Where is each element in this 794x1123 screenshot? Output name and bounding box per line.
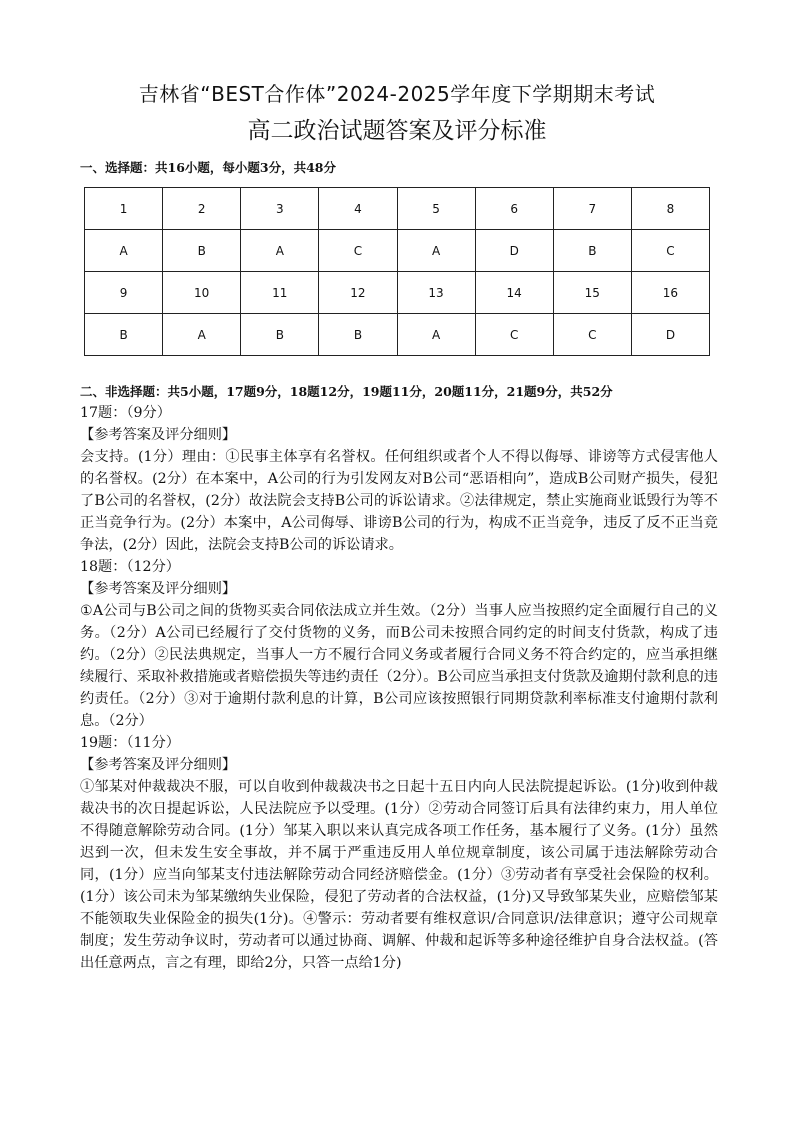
section1-heading: 一、选择题：共16小题，每小题3分，共48分 [80, 160, 336, 175]
answer-cell: A [163, 314, 241, 356]
q18-label: 【参考答案及评分细则】 [80, 581, 237, 597]
question-number-cell: 1 [85, 188, 163, 230]
q18-answer: ①A公司与B公司之间的货物买卖合同依法成立并生效。（2分）当事人应当按照约定全面履行自己的义务。（2分）A公司已经履行了交付货物的义务，而B公司未按照合同约定的时间支付货款，构成了违约。（2分）②民法典规定，当事人一方不履行合同义务或者履行合同义务不符合约定的，应当承担继续履行、采取补救措施或者赔偿损失等违约责任（2分）。B公司应当承担支付货款及逾期付款利息的违约责任。（2分）③对于逾期付款利息的计算，B公司应该按照银行同期贷款利率标准支付逾期付款利息。（2分） [80, 603, 718, 729]
question-number-cell: 5 [397, 188, 475, 230]
answer-cell: A [397, 230, 475, 272]
q18-title: 18题：（12分） [80, 559, 180, 575]
question-number-cell: 3 [241, 188, 319, 230]
table-row [85, 188, 710, 230]
answer-cell: B [85, 314, 163, 356]
question-number-cell: 11 [241, 272, 319, 314]
page-subtitle: 高二政治试题答案及评分标准 [247, 118, 547, 144]
answer-cell: A [397, 314, 475, 356]
answer-cell: C [475, 314, 553, 356]
question-number-cell: 15 [553, 272, 631, 314]
table-row [85, 272, 710, 314]
q17-answer: 会支持。(1分）理由：①民事主体享有名誉权。任何组织或者个人不得以侮辱、诽谤等方式侵害他人的名誉权。(2分）在本案中，A公司的行为引发网友对B公司“恶语相向”，造成B公司财产损失，侵犯了B公司的名誉权，(2分）故法院会支持B公司的诉讼请求。②法律规定，禁止实施商业诋毁行为等不正当竞争行为。(2分）本案中，A公司侮辱、诽谤B公司的行为，构成不正当竞争，违反了反不正当竞争法，(2分）因此，法院会支持B公司的诉讼请求。 [80, 449, 718, 553]
question-number-cell: 8 [631, 188, 709, 230]
question-number-cell: 16 [631, 272, 709, 314]
q19-answer: ①邹某对仲裁裁决不服，可以自收到仲裁裁决书之日起十五日内向人民法院提起诉讼。(1分)收到仲裁裁决书的次日提起诉讼，人民法院应予以受理。(1分）②劳动合同签订后具有法律约束力，用人单位不得随意解除劳动合同。(1分）邹某入职以来认真完成各项工作任务，基本履行了义务。(1分）虽然迟到一次，但未发生安全事故，并不属于严重违反用人单位规章制度，该公司属于违法解除劳动合同，(1分）应当向邹某支付违法解除劳动合同经济赔偿金。(1分）③劳动者有享受社会保险的权利。(1分）该公司未为邹某缴纳失业保险，侵犯了劳动者的合法权益，(1分)又导致邹某失业，应赔偿邹某不能领取失业保险金的损失(1分)。④警示：劳动者要有维权意识/合同意识/法律意识；遵守公司规章制度；发生劳动争议时，劳动者可以通过协商、调解、仲裁和起诉等多种途径维护自身合法权益。(答出任意两点，言之有理，即给2分，只答一点给1分) [80, 779, 718, 971]
page-title: 吉林省“BEST合作体”2024-2025学年度下学期期末考试 [138, 82, 656, 106]
answer-cell: A [241, 230, 319, 272]
question-number-cell: 9 [85, 272, 163, 314]
answer-cell: B [163, 230, 241, 272]
question-number-cell: 13 [397, 272, 475, 314]
q19-title: 19题：（11分） [80, 735, 180, 751]
question-number-cell: 4 [319, 188, 397, 230]
question-number-cell: 14 [475, 272, 553, 314]
answer-cell: A [85, 230, 163, 272]
answer-cell: D [631, 314, 709, 356]
answer-cell: B [553, 230, 631, 272]
section2-heading: 二、非选择题：共5小题，17题9分，18题12分，19题11分，20题11分，21题9分，共52分 [80, 384, 613, 399]
question-number-cell: 10 [163, 272, 241, 314]
q17-title: 17题：（9分） [80, 405, 171, 421]
answer-body [80, 402, 718, 974]
question-number-cell: 12 [319, 272, 397, 314]
multiple-choice-answer-table [84, 187, 710, 356]
table-row [85, 314, 710, 356]
answer-cell: C [553, 314, 631, 356]
answer-cell: C [631, 230, 709, 272]
question-number-cell: 2 [163, 188, 241, 230]
answer-cell: B [319, 314, 397, 356]
q19-label: 【参考答案及评分细则】 [80, 757, 237, 773]
answer-cell: C [319, 230, 397, 272]
table-row [85, 230, 710, 272]
question-number-cell: 7 [553, 188, 631, 230]
q17-label: 【参考答案及评分细则】 [80, 427, 237, 443]
answer-cell: B [241, 314, 319, 356]
answer-cell: D [475, 230, 553, 272]
question-number-cell: 6 [475, 188, 553, 230]
